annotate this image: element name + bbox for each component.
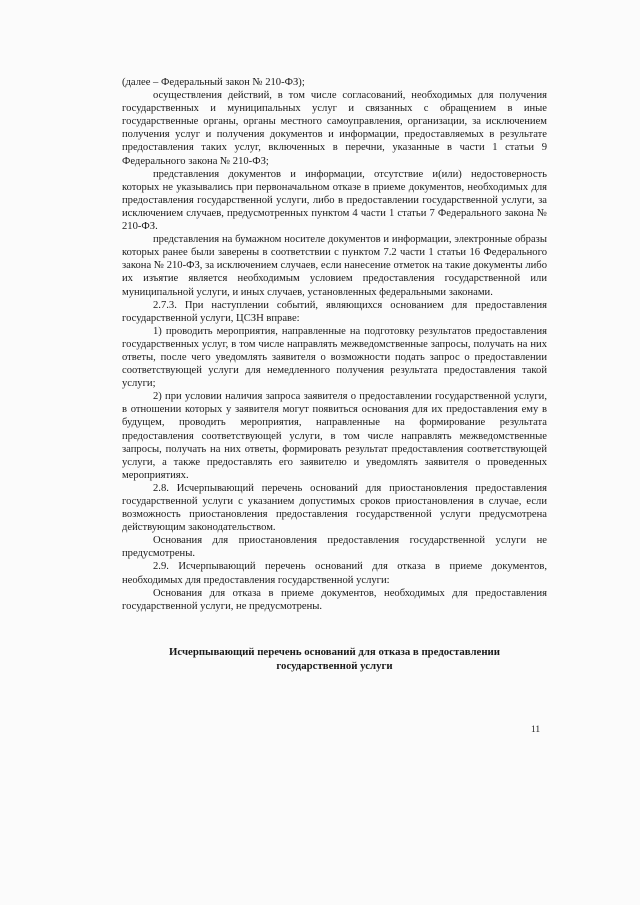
paragraph-6: 1) проводить мероприятия, направленные на подготовку результатов предоставления государственных услуг, в том числе направлять межведомственные запросы, получать на них ответы, после чего уведомлять заявителя о возможности подать запрос о предоставлении соответствующей услуги для немедленного получения результата предоставления такой услуги; xyxy=(122,325,547,390)
paragraph-5: 2.7.3. При наступлении событий, являющихся основанием для предоставления государственной услуги, ЦСЗН вправе: xyxy=(122,299,547,324)
paragraph-2: осуществления действий, в том числе согласований, необходимых для получения государственных и муниципальных услуг и связанных с обращением в иные государственные органы, органы местного самоуправления, организации, за исключением получения услуг и получения документов и информации, предоставляемых в результате предоставления таких услуг, включенных в перечни, указанные в части 1 статьи 9 Федерального закона № 210-ФЗ; xyxy=(122,90,547,167)
section-heading xyxy=(122,645,547,673)
paragraph-4: представления на бумажном носителе документов и информации, электронные образы которых ранее были заверены в соответствии с пунктом 7.2 части 1 статьи 16 Федерального закона № 210-ФЗ, за исключением случаев, если нанесение отметок на такие документы либо их изъятие является необходимым условием предоставления государственной или муниципальной услуги, и иных случаев, установленных федеральными законами. xyxy=(122,234,547,298)
paragraph-3: представления документов и информации, отсутствие и(или) недостоверность которых не указывались при первоначальном отказе в приеме документов, необходимых для предоставления государственной услуги, либо в предоставлении государственной услуги, за исключением случаев, предусмотренных пунктом 4 части 1 статьи 7 Федерального закона № 210-ФЗ. xyxy=(122,168,547,233)
heading-line-1: Исчерпывающий перечень оснований для отказа в предоставлении xyxy=(168,646,501,658)
paragraph-8: 2.8. Исчерпывающий перечень оснований для приостановления предоставления государственной услуги с указанием допустимых сроков приостановления в случае, если возможность приостановления предоставления государственной услуги предусмотрена действующим законодательством. xyxy=(122,482,547,534)
paragraph-9: Основания для приостановления предоставления государственной услуги не предусмотрены. xyxy=(122,535,547,560)
paragraph-1: (далее – Федеральный закон № 210-ФЗ); xyxy=(122,77,305,88)
page-number: 11 xyxy=(531,725,541,735)
paragraph-11: Основания для отказа в приеме документов, необходимых для предоставления государственной услуги, не предусмотрены. xyxy=(122,587,547,612)
body-text xyxy=(122,76,547,613)
paragraph-7: 2) при условии наличия запроса заявителя о предоставлении государственной услуги, в отношении которых у заявителя могут появиться основания для их предоставления ему в будущем, проводить мероприятия, направленные на формирование результата предоставления соответствующей услуги, в том числе направлять межведомственные запросы, получать на них ответы, формировать результат предоставления соответствующей услуги, а также предоставлять его заявителю и уведомлять заявителя о проведенных мероприятиях. xyxy=(122,391,547,481)
paragraph-10: 2.9. Исчерпывающий перечень оснований для отказа в приеме документов, необходимых для предоставления государственной услуги: xyxy=(122,561,547,586)
heading-line-2: государственной услуги xyxy=(276,660,393,672)
